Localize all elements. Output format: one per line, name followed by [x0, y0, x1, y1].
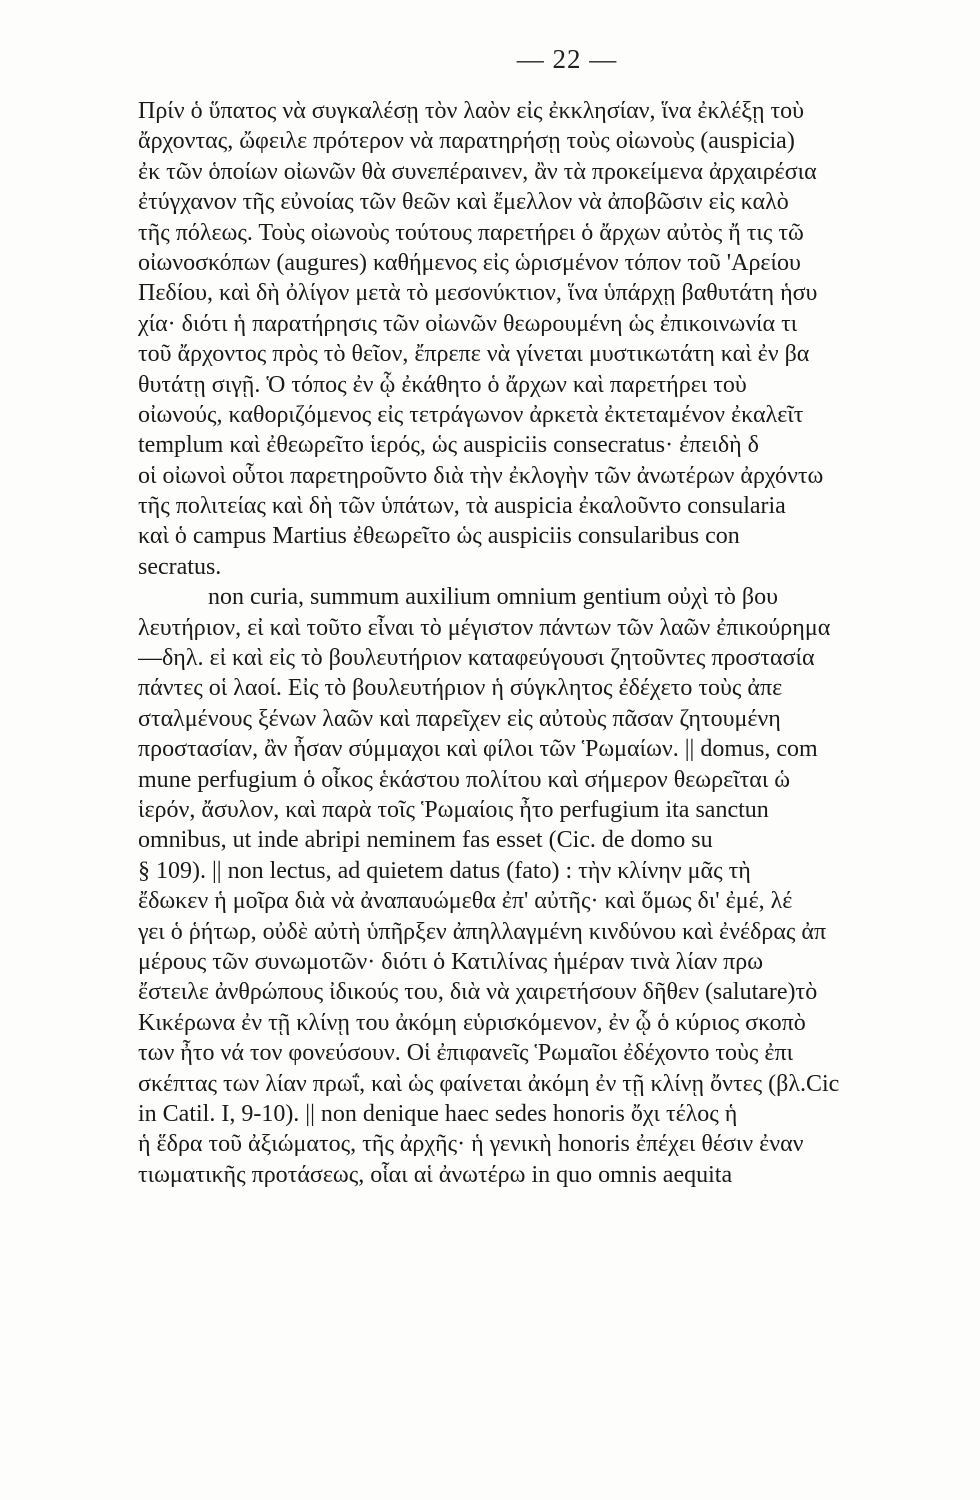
text-line: οἱ οἰωνοὶ οὗτοι παρετηροῦντο διὰ τὴν ἐκλογὴν τῶν ἀνωτέρων ἀρχόντω — [138, 462, 824, 489]
text-line: πάντες οἱ λαοί. Εἰς τὸ βουλευτήριον ἡ σύγκλητος ἐδέχετο τοὺς ἀπε — [138, 675, 783, 702]
text-line: templum καὶ ἐθεωρεῖτο ἱερός, ὡς auspiciis consecratus· ἐπειδὴ δ — [138, 432, 759, 459]
text-line: προστασίαν, ἂν ἦσαν σύμμαχοι καὶ φίλοι τῶν Ῥωμαίων. || domus, com — [138, 736, 818, 763]
text-line: ἐκ τῶν ὁποίων οἰωνῶν θὰ συνεπέραινεν, ἂν τὰ προκείμενα ἀρχαιρέσια — [138, 158, 817, 185]
text-line: των ἦτο νά τον φονεύσουν. Οἱ ἐπιφανεῖς Ῥωμαῖοι ἐδέχοντο τοὺς ἐπι — [138, 1040, 794, 1067]
text-line: Κικέρωνα ἐν τῇ κλίνῃ του ἀκόμη εὑρισκόμενον, ἐν ᾧ ὁ κύριος σκοπὸ — [138, 1009, 806, 1036]
text-line: σταλμένους ξένων λαῶν καὶ παρεῖχεν εἰς αὐτοὺς πᾶσαν ζητουμένη — [138, 705, 781, 732]
text-line: ἐτύγχανον τῆς εὐνοίας τῶν θεῶν καὶ ἔμελλον νὰ ἀποβῶσιν εἰς καλὸ — [138, 189, 789, 216]
text-line: Πρίν ὁ ὕπατος νὰ συγκαλέσῃ τὸν λαὸν εἰς ἐκκλησίαν, ἵνα ἐκλέξῃ τοὺ — [138, 98, 805, 124]
text-line: μέρους τῶν συνωμοτῶν· διότι ὁ Κατιλίνας ἡμέραν τινὰ λίαν πρω — [138, 948, 764, 975]
text-line: —δηλ. εἰ καὶ εἰς τὸ βουλευτήριον καταφεύγουσι ζητοῦντες προστασία — [138, 645, 815, 672]
text-line: mune perfugium ὁ οἶκος ἑκάστου πολίτου καὶ σήμερον θεωρεῖται ὡ — [138, 766, 791, 793]
text-line: ἔστειλε ἀνθρώπους ἰδικούς του, διὰ νὰ χαιρετήσουν δῆθεν (salutare)τὸ — [138, 979, 818, 1006]
text-line: τιωματικῆς προτάσεως, οἷαι αἱ ἀνωτέρω in quo omnis aequita — [138, 1161, 733, 1188]
text-line: Πεδίου, καὶ δὴ ὀλίγον μετὰ τὸ μεσονύκτιον, ἵνα ὑπάρχῃ βαθυτάτη ἡσυ — [138, 280, 818, 307]
text-line: ἔδωκεν ἡ μοῖρα διὰ νὰ ἀναπαυώμεθα ἐπ' αὐτῆς· καὶ ὅμως δι' ἐμέ, λέ — [138, 888, 793, 915]
text-line: ἱερόν, ἄσυλον, καὶ παρὰ τοῖς Ῥωμαίοις ἦτο perfugium ita sanctun — [138, 796, 769, 823]
text-line: § 109). || non lectus, ad quietem datus (fato) : τὴν κλίνην μᾶς τὴ — [138, 857, 751, 884]
text-line-indented: non curia, summum auxilium omnium gentium οὐχὶ τὸ βου — [208, 584, 779, 611]
text-line: οἰωνοσκόπων (augures) καθήμενος εἰς ὡρισμένον τόπον τοῦ 'Αρείου — [138, 249, 801, 276]
text-line: θυτάτῃ σιγῇ. Ὁ τόπος ἐν ᾧ ἐκάθητο ὁ ἄρχων καὶ παρετήρει τοὺ — [138, 371, 747, 398]
text-line: omnibus, ut inde abripi neminem fas esset (Cic. de domo su — [138, 827, 713, 854]
text-line: σκέπτας των λίαν πρωΐ, καὶ ὡς φαίνεται ἀκόμη ἐν τῇ κλίνῃ ὄντες (βλ.Cic — [138, 1070, 840, 1097]
page-number: — 22 — — [516, 44, 618, 74]
text-line: οἰωνούς, καθοριζόμενος εἰς τετράγωνον ἀρκετὰ ἐκτεταμένον ἐκαλεῖτ — [138, 401, 804, 428]
text-line: ἄρχοντας, ὤφειλε πρότερον νὰ παρατηρήσῃ τοὺς οἰωνοὺς (auspicia) — [138, 128, 795, 155]
text-line: τοῦ ἄρχοντος πρὸς τὸ θεῖον, ἔπρεπε νὰ γίνεται μυστικωτάτη καὶ ἐν βα — [138, 341, 810, 368]
text-line: secratus. — [138, 553, 222, 580]
text-line: τῆς πολιτείας καὶ δὴ τῶν ὑπάτων, τὰ auspicia ἐκαλοῦντο consularia — [138, 493, 786, 520]
text-line: καὶ ὁ campus Martius ἐθεωρεῖτο ὡς auspiciis consularibus con — [138, 523, 740, 550]
text-line: ἡ ἕδρα τοῦ ἀξιώματος, τῆς ἀρχῆς· ἡ γενικὴ honoris ἐπέχει θέσιν ἐναν — [138, 1131, 804, 1158]
text-line: τῆς πόλεως. Τοὺς οἰωνοὺς τούτους παρετήρει ὁ ἄρχων αὐτὸς ἤ τις τῶ — [138, 219, 804, 246]
body-text — [138, 96, 980, 1190]
text-line: χία· διότι ἡ παρατήρησις τῶν οἰωνῶν θεωρουμένη ὡς ἐπικοινωνία τι — [138, 310, 798, 337]
text-line: γει ὁ ῥήτωρ, οὐδὲ αὐτὴ ὑπῆρξεν ἀπηλλαγμένη κινδύνου καὶ ἐνέδρας ἀπ — [138, 918, 827, 945]
text-line: in Catil. I, 9-10). || non denique haec sedes honoris ὄχι τέλος ἡ — [138, 1100, 738, 1127]
text-line: λευτήριον, εἰ καὶ τοῦτο εἶναι τὸ μέγιστον πάντων τῶν λαῶν ἐπικούρημα — [138, 614, 831, 641]
